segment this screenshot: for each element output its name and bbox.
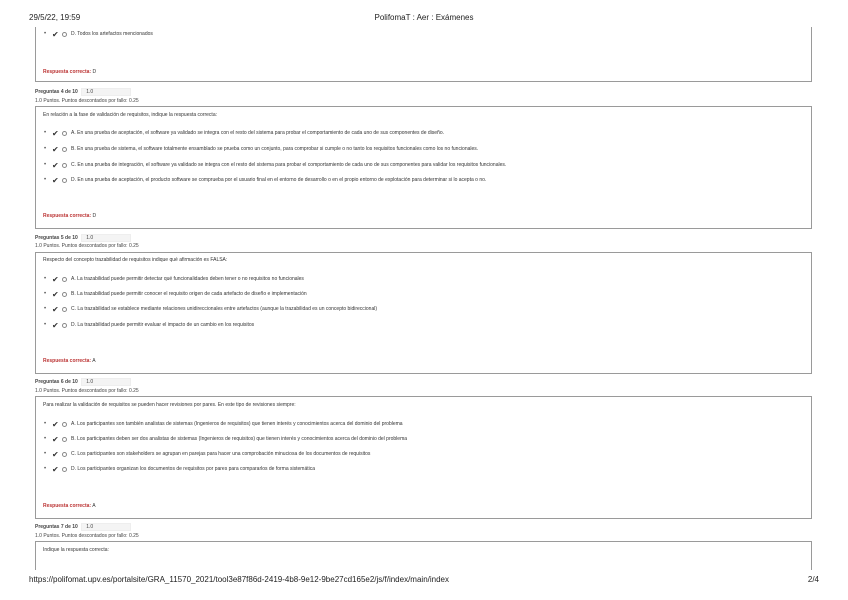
question-7-points: 1.0 Puntos. Puntos descontados por fallo: 0.25	[35, 533, 139, 539]
radio-button[interactable]	[62, 307, 67, 312]
option-text: A. La trazabilidad puede permitir detectar qué funcionalidades deben tener o no requisitos no funcionales	[71, 276, 304, 282]
check-icon: ✔	[52, 320, 59, 330]
bullet-icon: •	[44, 291, 47, 297]
question-3-box	[35, 27, 812, 82]
print-timestamp: 29/5/22, 19:59	[29, 13, 81, 22]
check-icon: ✔	[52, 419, 59, 429]
radio-button[interactable]	[62, 422, 67, 427]
option-text: D. En una prueba de aceptación, el producto software se comprueba por el usuario final en el entorno de desarrollo o en el propio entorno de explotación para determinar si lo acepta o no.	[71, 177, 487, 183]
score-field: 1.0	[81, 234, 131, 242]
option-a[interactable]	[44, 129, 444, 137]
radio-button[interactable]	[62, 467, 67, 472]
check-icon: ✔	[52, 175, 59, 185]
option-text: B. En una prueba de sistema, el software totalmente ensamblado se prueba como un conjunto, para comprobar si cumple o no tanto los requisitos funcionales como los no funcionales.	[71, 146, 479, 152]
question-4-box	[35, 106, 812, 229]
bullet-icon: •	[44, 162, 47, 168]
question-4-header: Preguntas 4 de 10 1.0	[35, 88, 131, 96]
radio-button[interactable]	[62, 277, 67, 282]
print-title: PolifomaT : Aer : Exámenes	[374, 13, 474, 22]
option-text: C. La trazabilidad se establece mediante relaciones unidireccionales entre artefactos (aunque la trazabilidad es un concepto bidireccional)	[71, 306, 378, 312]
radio-button[interactable]	[62, 452, 67, 457]
bullet-icon: •	[44, 466, 47, 472]
option-b[interactable]	[44, 435, 407, 443]
question-5-header: Preguntas 5 de 10 1.0	[35, 234, 131, 242]
option-text: A. Los participantes son también analistas de sistemas (Ingenieros de requisitos) que tienen interés y conocimientos acerca del dominio del problema	[71, 421, 403, 427]
question-6-points: 1.0 Puntos. Puntos descontados por fallo: 0.25	[35, 388, 139, 394]
correct-answer-label: Respuesta correcta:	[43, 213, 92, 219]
check-icon: ✔	[52, 449, 59, 459]
radio-button[interactable]	[62, 32, 67, 37]
radio-button[interactable]	[62, 292, 67, 297]
correct-answer	[43, 69, 96, 75]
score-field: 1.0	[81, 523, 131, 531]
correct-answer-label: Respuesta correcta:	[43, 358, 92, 364]
correct-answer-label: Respuesta correcta:	[43, 69, 92, 75]
correct-answer	[43, 503, 96, 509]
question-5-text: Respecto del concepto trazabilidad de requisitos indique qué afirmación es FALSA:	[43, 257, 228, 263]
bullet-icon: •	[44, 31, 47, 37]
question-6-box	[35, 396, 812, 519]
option-text: C. Los participantes son stakeholders se agrupan en parejas para hacer una comprobación minuciosa de los documentos de requisitos	[71, 451, 371, 457]
correct-answer-value: D	[92, 69, 97, 75]
option-text: D. Los participantes organizan los documentos de requisitos por pares para compararlos de forma sistemática	[71, 466, 316, 472]
option-text: A. En una prueba de aceptación, el software ya validado se integra con el resto del sistema para probar el comportamiento de cada uno de sus componentes de diseño.	[71, 130, 445, 136]
question-6-header: Preguntas 6 de 10 1.0	[35, 378, 131, 386]
correct-answer-value: A	[92, 358, 96, 364]
correct-answer-label: Respuesta correcta:	[43, 503, 92, 509]
check-icon: ✔	[52, 29, 59, 39]
check-icon: ✔	[52, 304, 59, 314]
bullet-icon: •	[44, 146, 47, 152]
option-d[interactable]	[44, 465, 315, 473]
bullet-icon: •	[44, 177, 47, 183]
score-field: 1.0	[81, 88, 131, 96]
bullet-icon: •	[44, 130, 47, 136]
option-b[interactable]	[44, 290, 307, 298]
check-icon: ✔	[52, 144, 59, 154]
option-c[interactable]	[44, 305, 377, 313]
print-header	[0, 13, 848, 27]
check-icon: ✔	[52, 289, 59, 299]
option-d[interactable]	[44, 30, 153, 38]
bullet-icon: •	[44, 421, 47, 427]
question-4-text: En relación a la fase de validación de requisitos, indique la respuesta correcta:	[43, 112, 217, 118]
bullet-icon: •	[44, 276, 47, 282]
option-c[interactable]	[44, 161, 506, 169]
correct-answer	[43, 358, 96, 364]
question-5-points: 1.0 Puntos. Puntos descontados por fallo: 0.25	[35, 243, 139, 249]
check-icon: ✔	[52, 160, 59, 170]
print-footer	[0, 575, 848, 589]
check-icon: ✔	[52, 128, 59, 138]
check-icon: ✔	[52, 274, 59, 284]
question-4-points: 1.0 Puntos. Puntos descontados por fallo: 0.25	[35, 98, 139, 104]
option-d[interactable]	[44, 321, 254, 329]
option-text: B. Los participantes deben ser dos analistas de sistemas (Ingenieros de requisitos) que tienen interés y conocimientos acerca del dominio del problema	[71, 436, 408, 442]
option-d[interactable]	[44, 176, 486, 184]
radio-button[interactable]	[62, 147, 67, 152]
option-text: D. La trazabilidad puede permitir evaluar el impacto de un cambio en los requisitos	[71, 322, 255, 328]
option-a[interactable]	[44, 275, 304, 283]
page-number: 2/4	[807, 575, 819, 584]
question-5-box	[35, 252, 812, 374]
check-icon: ✔	[52, 434, 59, 444]
option-b[interactable]	[44, 145, 478, 153]
question-7-text: Indique la respuesta correcta:	[43, 547, 109, 553]
radio-button[interactable]	[62, 437, 67, 442]
print-url[interactable]: https://polifomat.upv.es/portalsite/GRA_11570_2021/tool3e87f86d-2419-4b8-9e12-9be27cd165e2/js/f/index/main/index	[29, 575, 449, 584]
question-7-header: Preguntas 7 de 10 1.0	[35, 523, 131, 531]
bullet-icon: •	[44, 451, 47, 457]
check-icon: ✔	[52, 464, 59, 474]
option-text: B. La trazabilidad puede permitir conocer el requisito origen de cada artefacto de diseño e implementación	[71, 291, 307, 297]
radio-button[interactable]	[62, 163, 67, 168]
radio-button[interactable]	[62, 323, 67, 328]
bullet-icon: •	[44, 436, 47, 442]
option-text: C. En una prueba de integración, el software ya validado se integra con el resto del sistema para probar el comportamiento de cada uno de sus componentes para validar los requisitos funcionales.	[71, 162, 507, 168]
radio-button[interactable]	[62, 178, 67, 183]
score-field: 1.0	[81, 378, 131, 386]
radio-button[interactable]	[62, 131, 67, 136]
correct-answer-value: D	[92, 213, 97, 219]
question-7-box	[35, 541, 812, 570]
option-c[interactable]	[44, 450, 370, 458]
correct-answer	[43, 213, 96, 219]
bullet-icon: •	[44, 306, 47, 312]
bullet-icon: •	[44, 322, 47, 328]
option-text: D. Todos los artefactos mencionados	[71, 31, 153, 37]
option-a[interactable]	[44, 420, 403, 428]
question-6-text: Para realizar la validación de requisitos se pueden hacer revisiones por pares. En este tipo de revisiones siempre:	[43, 402, 296, 408]
correct-answer-value: A	[92, 503, 96, 509]
